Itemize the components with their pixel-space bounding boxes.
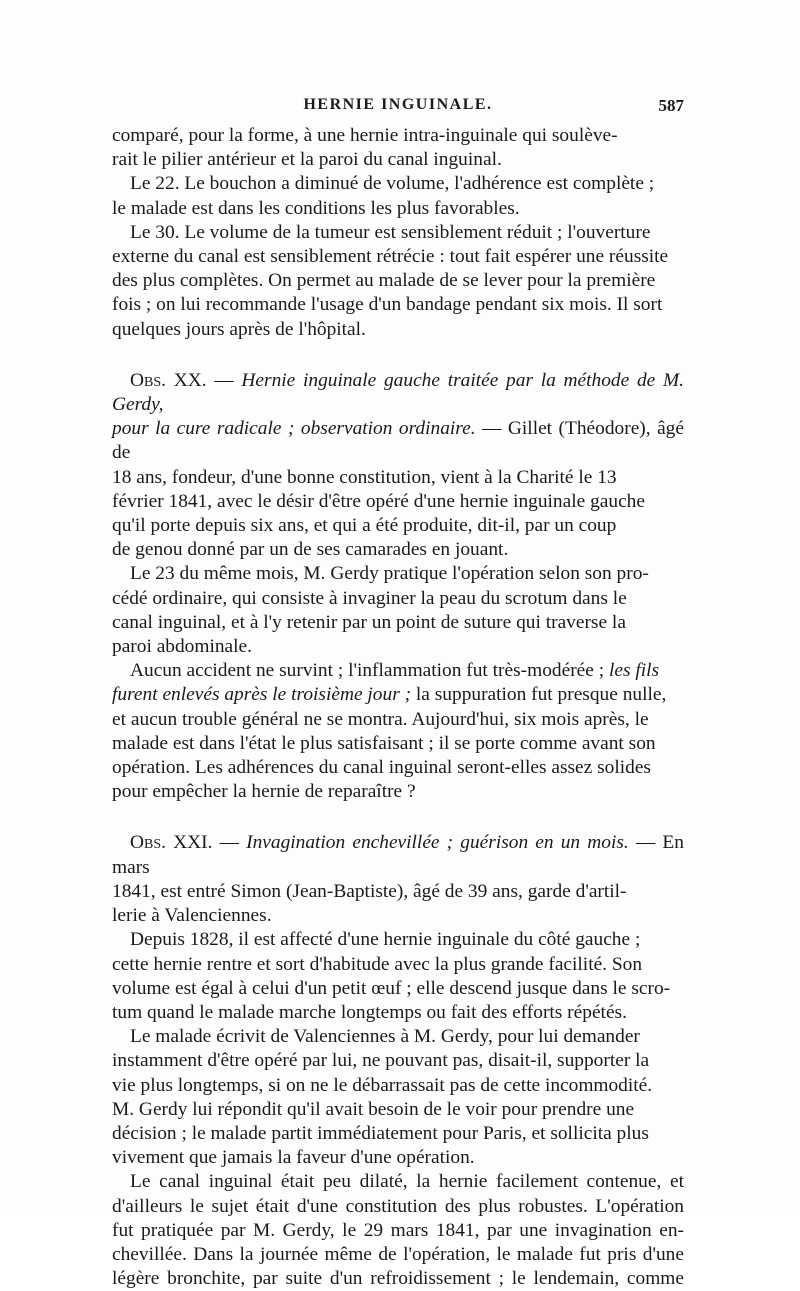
- page-header: [112, 96, 684, 118]
- paragraph-text: Le canal inguinal était peu dilaté, la hernie facilement contenue, et d'ailleurs le sujet était d'une constitution des plus robustes. L'opération fut pratiquée par M. Gerdy, le 29 mars 1841, par une invagination en- chevillée. Dans la journée même de l'opération, le malade fut pris d'une légère bronchite, par suite d'un refroidissement ; le lendemain, comme: [112, 1171, 684, 1290]
- observation-title: Hernie inguinale gauche traitée par la méthode de M. Gerdy, pour la cure radicale ; observation ordinaire.: [112, 369, 684, 440]
- paragraph-history: [112, 928, 684, 1025]
- page-body: [112, 124, 684, 1291]
- page-number: 587: [658, 96, 684, 115]
- paragraph-le-22: [112, 172, 684, 220]
- paragraph-italic: les fils furent enlevés après le troisième jour ;: [112, 660, 660, 706]
- paragraph-text: comparé, pour la forme, à une hernie intra-inguinale qui soulève- rait le pilier antérieur et la paroi du canal inguinal.: [112, 125, 618, 171]
- paragraph-continuation: [112, 124, 684, 172]
- paragraph-text: — En mars 1841, est entré Simon (Jean-Baptiste), âgé de 39 ans, garde d'artil- lerie à Valenciennes.: [112, 832, 684, 927]
- paragraph-text: Aucun accident ne survint ; l'inflammation fut très-modérée ;: [130, 660, 609, 682]
- observation-title: Invagination enchevillée ; guérison en un mois.: [246, 832, 629, 854]
- paragraph-text: — Gillet (Théodore), âgé de 18 ans, fondeur, d'une bonne constitution, vient à la Charité le 13 février 1841, avec le désir d'être opéré d'une hernie inguinale gauche qu'il porte depuis six ans, et qui a été produite, dit-il, par un coup de genou donné par un de ses camarades en jouant.: [112, 418, 684, 561]
- observation-xxi: [112, 831, 684, 928]
- paragraph-le-30: [112, 221, 684, 342]
- paragraph-text: Le 23 du même mois, M. Gerdy pratique l'opération selon son pro- cédé ordinaire, qui consiste à invaginer la peau du scrotum dans le canal inguinal, et à l'y retenir par un point de suture qui traverse la paroi abdominale.: [112, 563, 649, 658]
- observation-xx: [112, 369, 684, 563]
- running-title: HERNIE INGUINALE.: [303, 96, 493, 113]
- paragraph-letter: [112, 1025, 684, 1170]
- paragraph-surgery: [112, 1170, 684, 1291]
- paragraph-outcome: [112, 659, 684, 804]
- paragraph-text: Le 30. Le volume de la tumeur est sensiblement réduit ; l'ouverture externe du canal est sensiblement rétrécie : tout fait espérer une réussite des plus complètes. On permet au malade de se lever pour la première fois ; on lui recommande l'usage d'un bandage pendant six mois. Il sort quelques jours après de l'hôpital.: [112, 221, 669, 340]
- paragraph-tail: la suppuration fut presque nulle, et aucun trouble général ne se montra. Aujourd'hui, six mois après, le malade est dans l'état le plus satisfaisant ; il se porte comme avant son opération. Les adhérences du canal inguinal seront-elles assez solides pour empêcher la hernie de reparaître ?: [112, 684, 667, 803]
- paragraph-text: Le malade écrivit de Valenciennes à M. Gerdy, pour lui demander instamment d'être opéré par lui, ne pouvant pas, disait-il, supporter la vie plus longtemps, si on ne le débarrassait pas de cette incommodité. M. Gerdy lui répondit qu'il avait besoin de le voir pour prendre une décision ; le malade partit immédiatement pour Paris, et sollicita plus vivement que jamais la faveur d'une opération.: [112, 1026, 653, 1169]
- paragraph-operation: [112, 562, 684, 659]
- observation-number: Obs. XX. —: [130, 369, 242, 391]
- paragraph-text: Le 22. Le bouchon a diminué de volume, l'adhérence est complète ; le malade est dans les conditions les plus favorables.: [112, 173, 655, 219]
- observation-number: Obs. XXI. —: [130, 832, 247, 854]
- paragraph-text: Depuis 1828, il est affecté d'une hernie inguinale du côté gauche ; cette hernie rentre et sort d'habitude avec la plus grande facilité. Son volume est égal à celui d'un petit œuf ; elle descend jusque dans le scro- tum quand le malade marche longtemps ou fait des efforts répétés.: [112, 929, 671, 1023]
